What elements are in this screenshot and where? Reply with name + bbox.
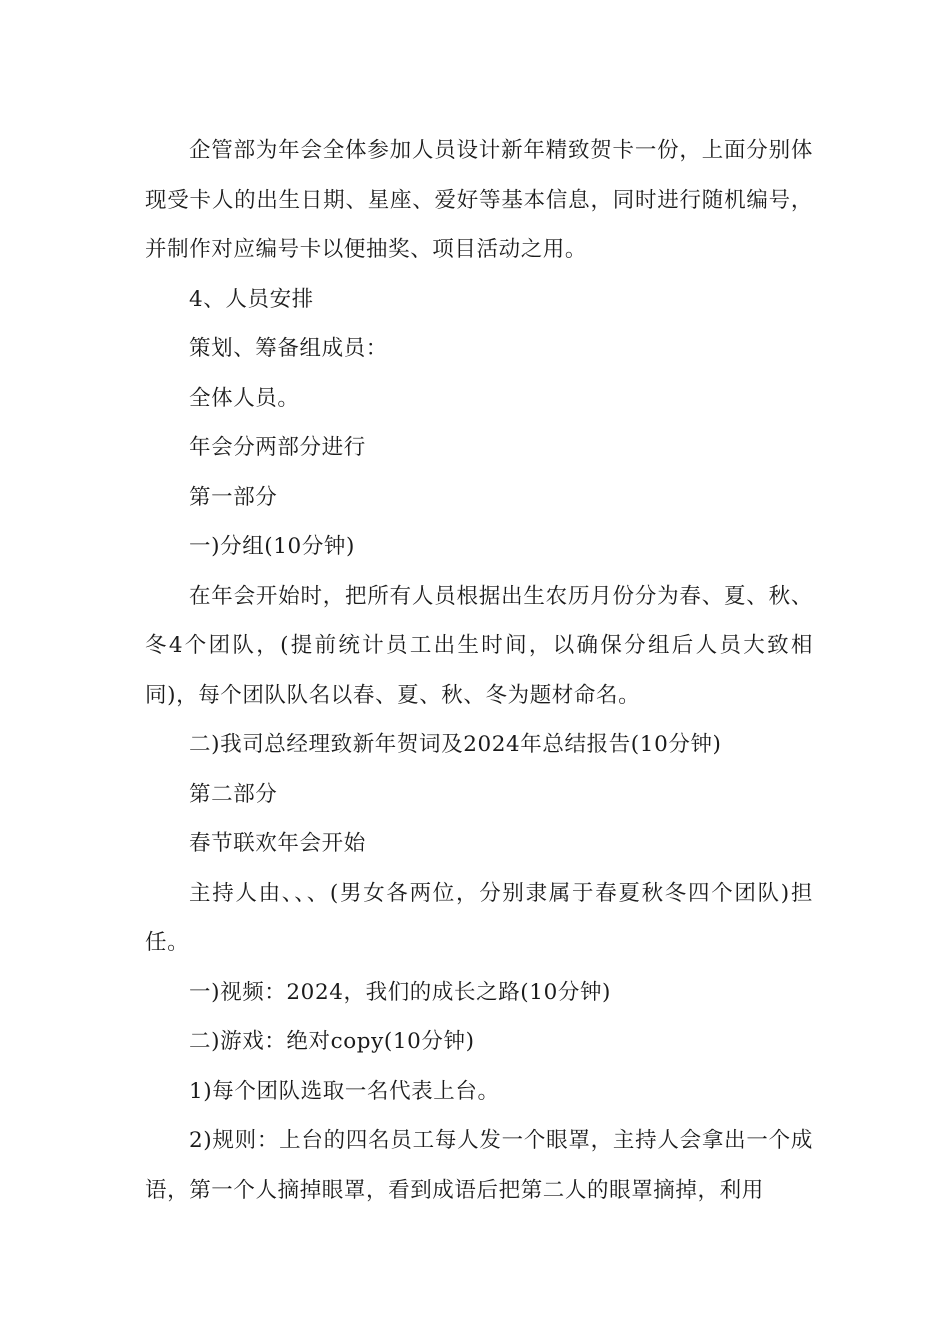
heading-part-two: 第二部分 bbox=[189, 781, 278, 807]
list-item-representative: 1)每个团队选取一名代表上台。 bbox=[189, 1078, 500, 1104]
list-item-rules: 2)规则：上台的四名员工每人发一个眼罩，主持人会拿出一个成语，第一个人摘掉眼罩，看到成语后把第二人的眼罩摘掉，利用 bbox=[145, 1128, 813, 1203]
section-heading-staffing: 4、人员安排 bbox=[189, 286, 314, 312]
paragraph-planning-team: 策划、筹备组成员： bbox=[189, 336, 388, 361]
item-game: 二)游戏：绝对copy(10分钟) bbox=[189, 1029, 475, 1054]
item-grouping: 一)分组(10分钟) bbox=[189, 534, 356, 559]
paragraph-grouping-detail: 在年会开始时，把所有人员根据出生农历月份分为春、夏、秋、冬4个团队，(提前统计员工出生时间，以确保分组后人员大致相同)，每个团队队名以春、夏、秋、冬为题材命名。 bbox=[145, 583, 813, 708]
paragraph-hosts: 主持人由、、、(男女各两位，分别隶属于春夏秋冬四个团队)担任。 bbox=[145, 880, 813, 955]
paragraph-all-staff: 全体人员。 bbox=[189, 385, 300, 411]
paragraph-gala-start: 春节联欢年会开始 bbox=[189, 831, 366, 856]
item-gm-speech: 二)我司总经理致新年贺词及2024年总结报告(10分钟) bbox=[189, 732, 722, 757]
paragraph-greeting-card: 企管部为年会全体参加人员设计新年精致贺卡一份，上面分别体现受卡人的出生日期、星座、爱好等基本信息，同时进行随机编号，并制作对应编号卡以便抽奖、项目活动之用。 bbox=[145, 138, 813, 262]
paragraph-two-parts: 年会分两部分进行 bbox=[189, 435, 366, 460]
item-video: 一)视频：2024，我们的成长之路(10分钟) bbox=[189, 979, 612, 1005]
heading-part-one: 第一部分 bbox=[189, 484, 278, 510]
document-body bbox=[145, 126, 813, 1215]
